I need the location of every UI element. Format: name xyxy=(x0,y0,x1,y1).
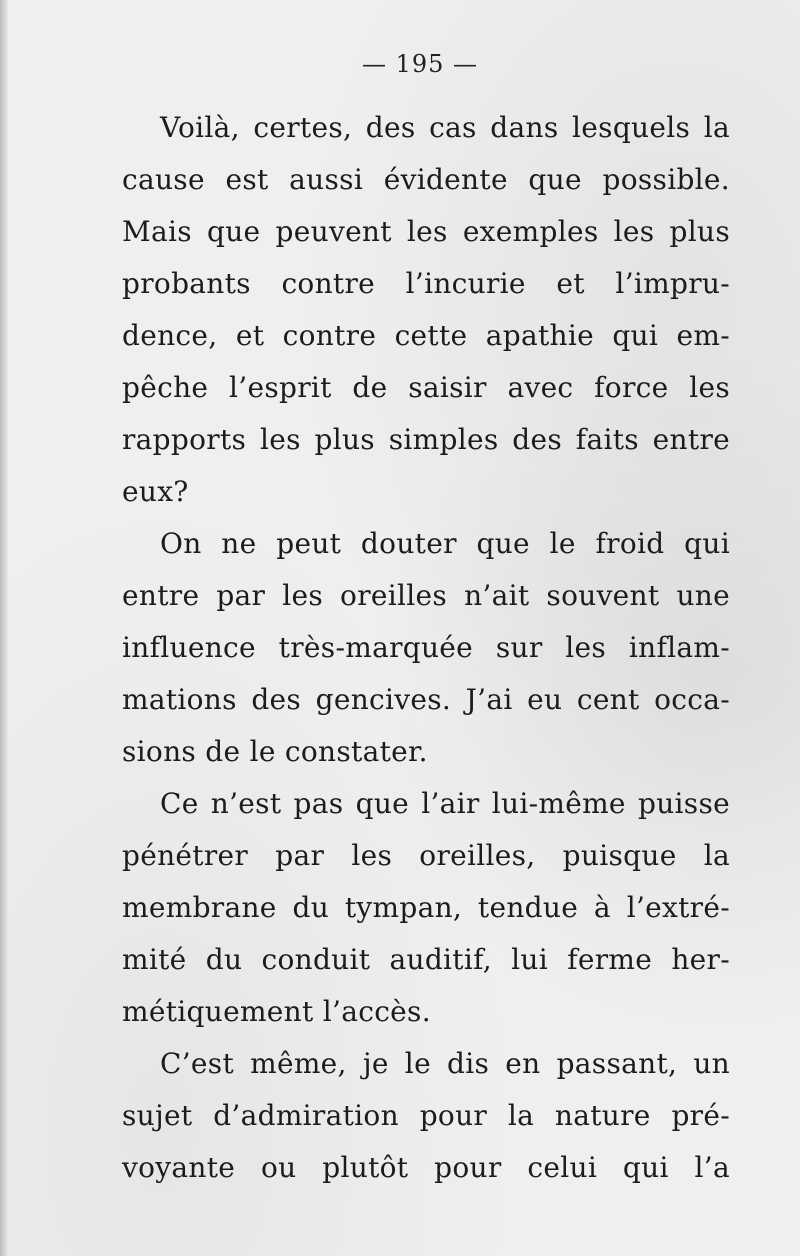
text-line: rapports les plus simples des faits entre xyxy=(122,423,730,456)
text-line: Voilà, certes, des cas dans lesquels la xyxy=(160,111,730,144)
text-line: métiquement l’accès. xyxy=(122,995,431,1028)
text-line: sujet d’admiration pour la nature pré- xyxy=(122,1099,730,1132)
text-line: mité du conduit auditif, lui ferme her- xyxy=(122,943,730,976)
text-line: cause est aussi évidente que possible. xyxy=(122,163,730,196)
text-line: influence très-marquée sur les inflam- xyxy=(122,631,730,664)
page-number: — 195 — xyxy=(361,50,479,78)
paragraph xyxy=(122,518,730,778)
text-line: voyante ou plutôt pour celui qui l’a xyxy=(122,1151,730,1184)
text-line: sions de le constater. xyxy=(122,735,428,768)
paragraph xyxy=(122,778,730,1038)
text-line: Ce n’est pas que l’air lui-même puisse xyxy=(160,787,730,820)
text-line: On ne peut douter que le froid qui xyxy=(160,527,730,560)
text-line: dence, et contre cette apathie qui em- xyxy=(122,319,730,352)
text-line: pêche l’esprit de saisir avec force les xyxy=(122,371,730,404)
text-line: entre par les oreilles n’ait souvent une xyxy=(122,579,730,612)
text-line: membrane du tympan, tendue à l’extré- xyxy=(122,891,730,924)
text-line: mations des gencives. J’ai eu cent occa- xyxy=(122,683,730,716)
paragraph xyxy=(122,102,730,518)
body-text xyxy=(122,102,730,1194)
text-line: pénétrer par les oreilles, puisque la xyxy=(122,839,730,872)
text-line: probants contre l’incurie et l’impru- xyxy=(122,267,730,300)
text-line: eux? xyxy=(122,475,189,508)
text-line: Mais que peuvent les exemples les plus xyxy=(122,215,730,248)
page-binding-edge xyxy=(0,0,8,1256)
paragraph xyxy=(122,1038,730,1194)
text-line: C’est même, je le dis en passant, un xyxy=(160,1047,730,1080)
